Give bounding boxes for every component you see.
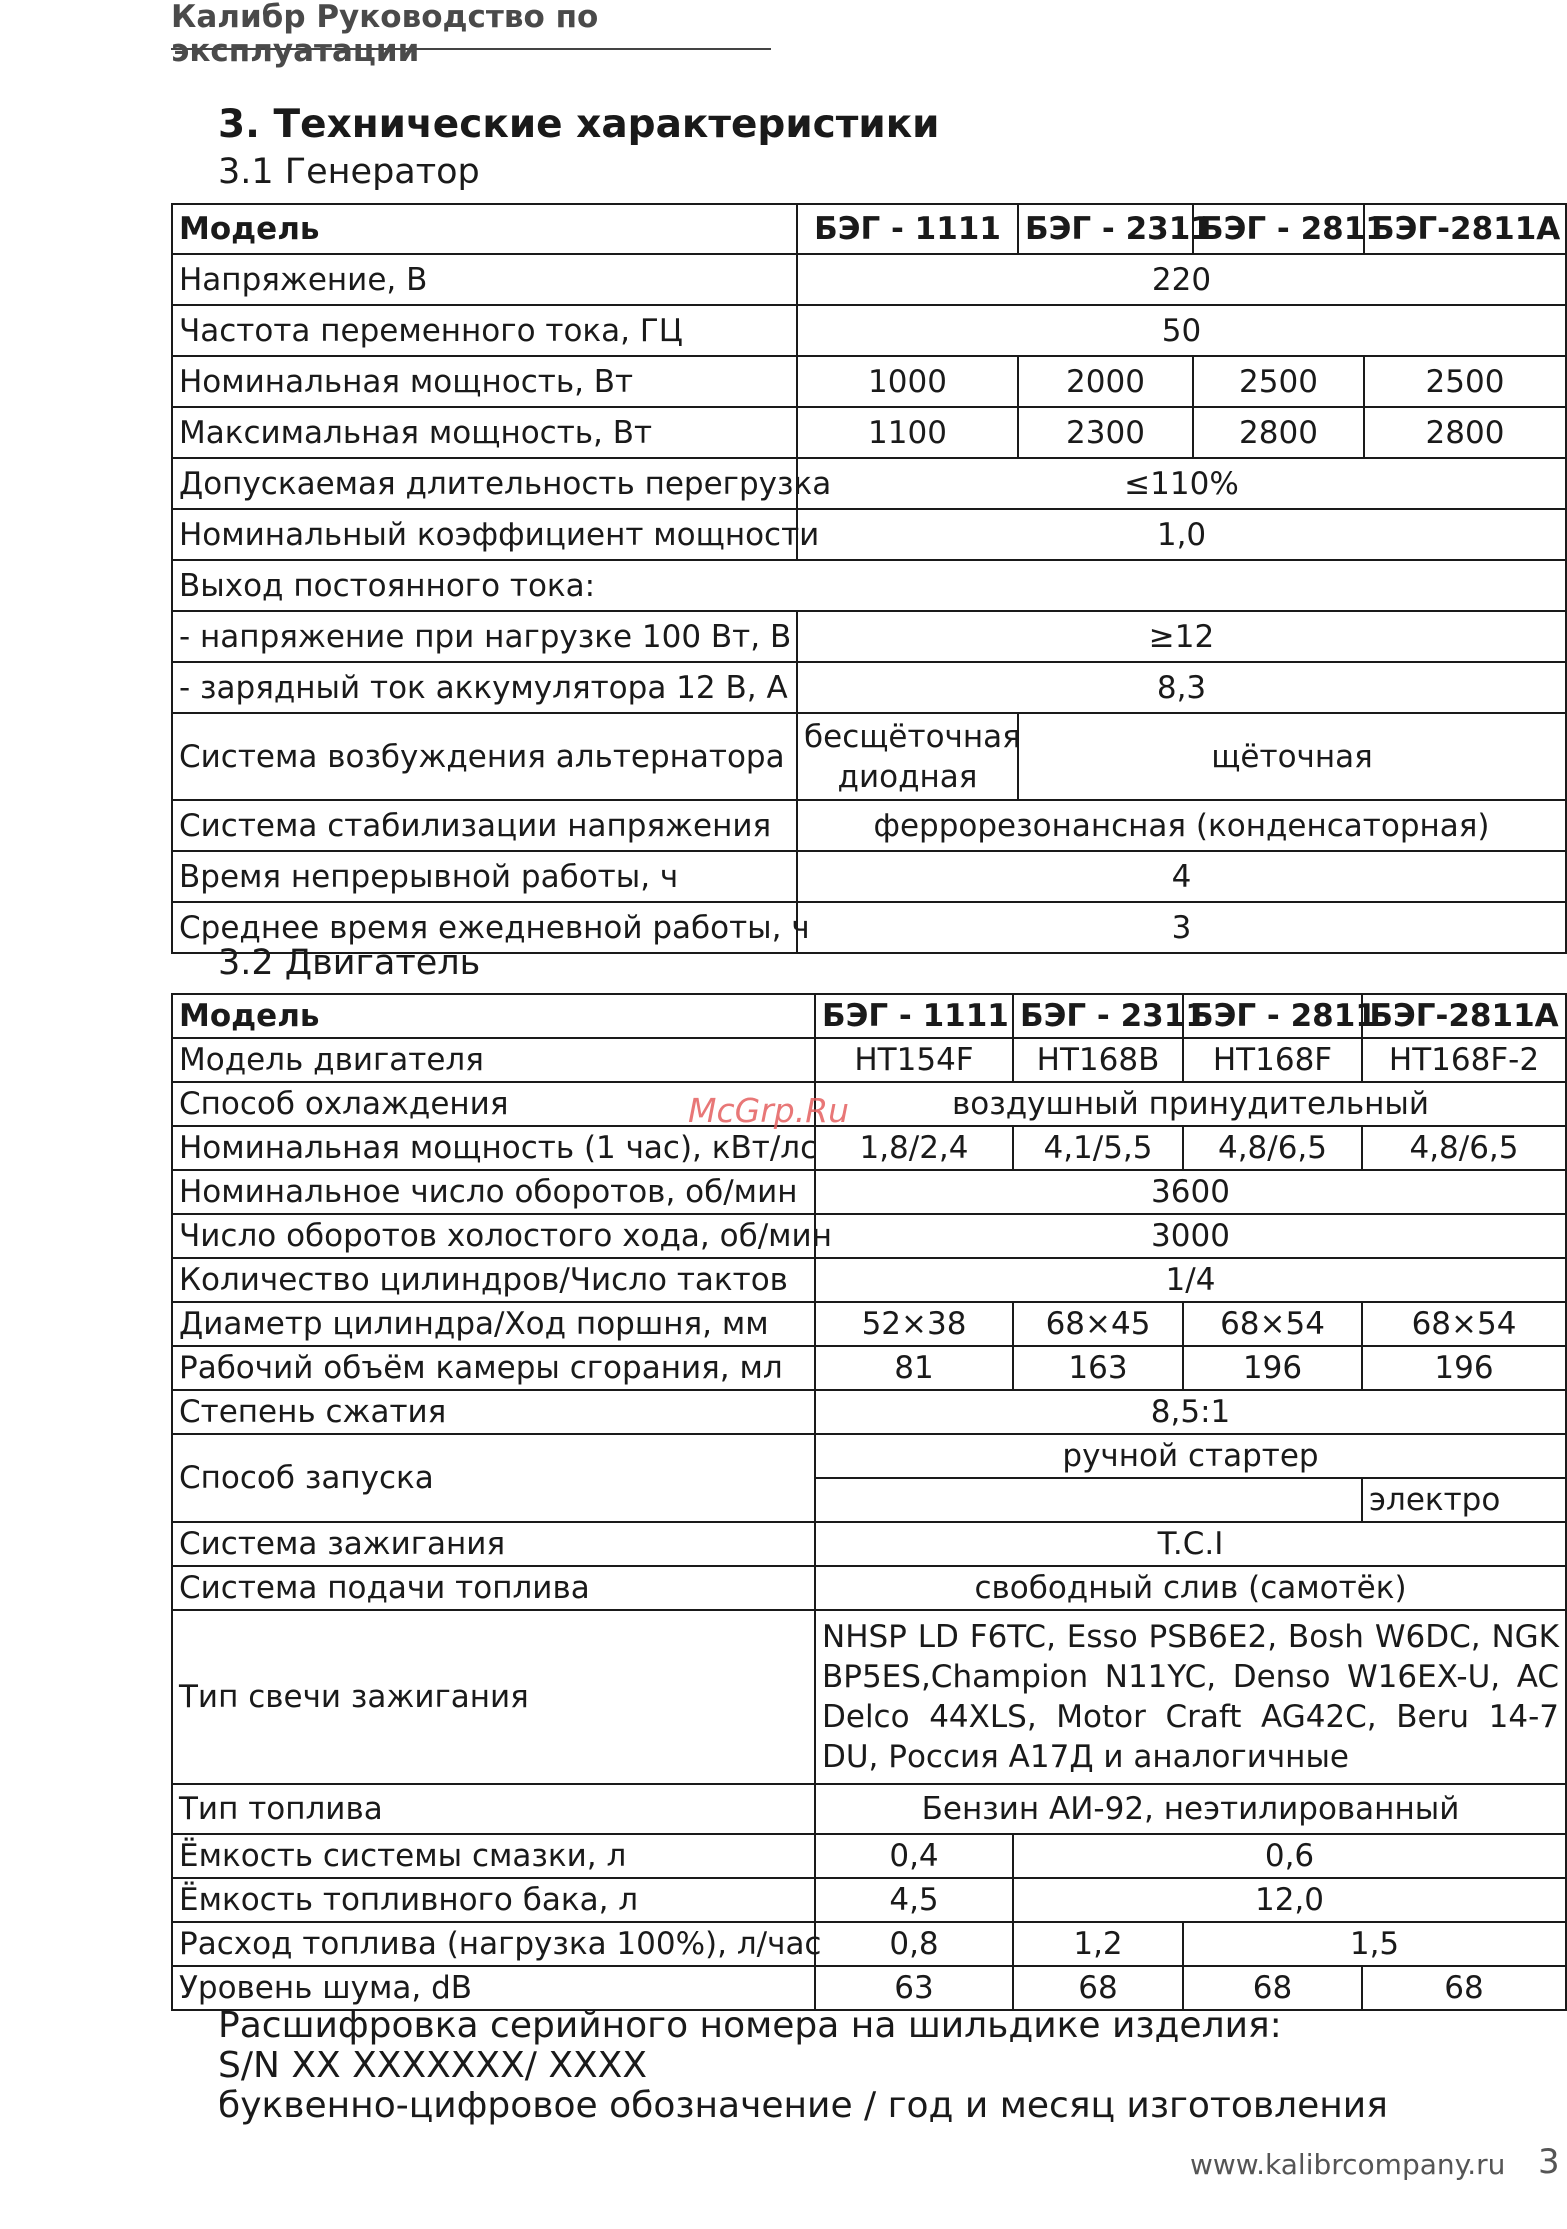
page-header	[171, 0, 771, 69]
table-row: Номинальная мощность, Вт 1000 2000 2500 2500	[172, 356, 1566, 407]
table-row: Диаметр цилиндра/Ход поршня, мм 52×38 68×45 68×54 68×54	[172, 1302, 1566, 1346]
watermark: McGrp.Ru	[688, 1091, 850, 1130]
engine-subtitle: 3.2 Двигатель	[218, 943, 481, 983]
table-row: Рабочий объём камеры сгорания, мл 81 163 196 196	[172, 1346, 1566, 1390]
header-title: Калибр Руководство по эксплуатации	[171, 0, 599, 69]
engine-table	[171, 993, 1567, 2011]
table-row: Тип топлива Бензин АИ-92, неэтилированный	[172, 1784, 1566, 1834]
table-row: Выход постоянного тока:	[172, 560, 1566, 611]
table-row: Номинальный коэффициент мощности 1,0	[172, 509, 1566, 560]
table-row: Номинальная мощность (1 час), кВт/лс 1,8/2,4 4,1/5,5 4,8/6,5 4,8/6,5	[172, 1126, 1566, 1170]
table-row: Система стабилизации напряжения феррорезонансная (конденсаторная)	[172, 800, 1566, 851]
table-row: Тип свечи зажигания NHSP LD F6TC, Esso PSB6E2, Bosh W6DC, NGK BP5ES,Champion N11YC, Denso W16EX-U, AC Delco 44XLS, Motor Craft AG42C, Beru 14-7 DU, Россия А17Д и аналогичные	[172, 1610, 1566, 1784]
table-row: Ёмкость системы смазки, л 0,4 0,6	[172, 1834, 1566, 1878]
table-row: - напряжение при нагрузке 100 Вт, В ≥12	[172, 611, 1566, 662]
page-number: 3	[1538, 2142, 1560, 2182]
section-title: 3. Технические характеристики	[218, 102, 940, 147]
generator-subtitle: 3.1 Генератор	[218, 152, 480, 192]
table-row: Модель БЭГ - 1111 БЭГ - 2311 БЭГ - 2811 БЭГ-2811А	[172, 204, 1566, 254]
table-row: Степень сжатия 8,5:1	[172, 1390, 1566, 1434]
table-row: - зарядный ток аккумулятора 12 В, А 8,3	[172, 662, 1566, 713]
serial-line-3: буквенно-цифровое обозначение / год и месяц изготовления	[218, 2085, 1388, 2126]
table-row: Способ запуска ручной стартер	[172, 1434, 1566, 1478]
table-row: Максимальная мощность, Вт 1100 2300 2800 2800	[172, 407, 1566, 458]
table-row: Количество цилиндров/Число тактов 1/4	[172, 1258, 1566, 1302]
table-row: Ёмкость топливного бака, л 4,5 12,0	[172, 1878, 1566, 1922]
table-row: Расход топлива (нагрузка 100%), л/час 0,8 1,2 1,5	[172, 1922, 1566, 1966]
serial-line-1: Расшифровка серийного номера на шильдике изделия:	[218, 2005, 1282, 2046]
table-row: Напряжение, В 220	[172, 254, 1566, 305]
table-row: Допускаемая длительность перегрузка ≤110%	[172, 458, 1566, 509]
table-row: Система зажигания T.C.I	[172, 1522, 1566, 1566]
table-row: Уровень шума, dB 63 68 68 68	[172, 1966, 1566, 2010]
table-row: Система возбуждения альтернатора бесщёточная диодная щёточная	[172, 713, 1566, 800]
table-row: Номинальное число оборотов, об/мин 3600	[172, 1170, 1566, 1214]
table-row: Способ охлаждения воздушный принудительный	[172, 1082, 1566, 1126]
generator-table	[171, 203, 1567, 954]
table-row: Модель БЭГ - 1111 БЭГ - 2311 БЭГ - 2811 БЭГ-2811А	[172, 994, 1566, 1038]
table-row: Модель двигателя HT154F HT168B HT168F HT168F-2	[172, 1038, 1566, 1082]
table-row: электро	[172, 1478, 1566, 1522]
website-link[interactable]: www.kalibrcompany.ru	[1190, 2148, 1506, 2181]
table-row: Среднее время ежедневной работы, ч 3	[172, 902, 1566, 953]
table-row: Частота переменного тока, ГЦ 50	[172, 305, 1566, 356]
table-row: Система подачи топлива свободный слив (самотёк)	[172, 1566, 1566, 1610]
table-row: Время непрерывной работы, ч 4	[172, 851, 1566, 902]
table-row: Число оборотов холостого хода, об/мин 3000	[172, 1214, 1566, 1258]
serial-line-2: S/N XX XXXXXXX/ XXXX	[218, 2045, 647, 2086]
